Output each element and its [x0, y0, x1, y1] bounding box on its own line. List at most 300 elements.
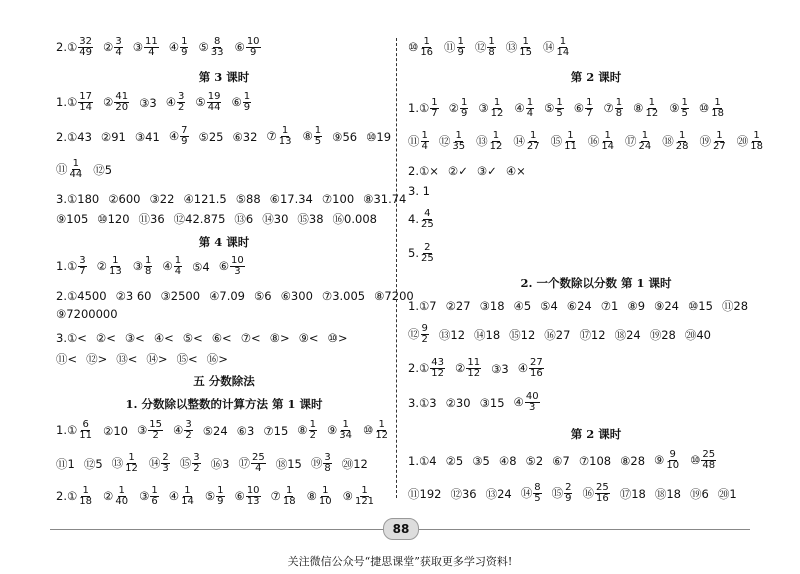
answer-label: ③15	[479, 395, 505, 410]
answer-label: ⑤	[195, 95, 206, 109]
fraction	[600, 131, 615, 152]
answer-line	[408, 243, 445, 264]
answer-item	[543, 37, 571, 58]
answer-item	[150, 192, 175, 206]
numerator: 32	[79, 36, 93, 47]
fraction	[585, 98, 593, 119]
answer-item	[408, 396, 437, 410]
denominator: 12	[125, 463, 138, 474]
numerator: 1	[681, 97, 688, 108]
answer-item	[207, 351, 228, 367]
answer-label: ⑬	[111, 456, 124, 470]
answer-label: ⑧28	[620, 453, 646, 468]
answer-label: ②	[96, 259, 107, 273]
answer-label: ⑩120	[97, 212, 130, 226]
denominator: 27	[713, 141, 726, 152]
answer-label: ⑬	[505, 40, 518, 54]
fraction	[430, 358, 445, 379]
answer-label: ⑤6	[253, 288, 272, 303]
answer-label: ⑨7200000	[56, 306, 118, 321]
answer-label: ⑤4	[192, 259, 210, 274]
answer-label: ②	[455, 361, 466, 375]
answer-label: ⑮<	[176, 352, 198, 366]
fraction	[749, 131, 764, 152]
fraction	[525, 392, 540, 413]
denominator: 9	[565, 493, 572, 504]
answer-item	[198, 37, 225, 58]
answer-item	[654, 299, 679, 313]
answer-item	[650, 327, 676, 343]
answer-line	[408, 392, 550, 413]
denominator: 3	[234, 266, 241, 277]
answer-label: ⑲	[699, 134, 712, 148]
answer-item	[241, 331, 261, 345]
answer-item	[101, 130, 126, 144]
numerator: 1	[174, 255, 182, 266]
denominator: 7	[431, 108, 438, 119]
answer-item	[544, 327, 570, 343]
answer-item	[579, 327, 605, 343]
answer-item	[439, 131, 467, 152]
answer-item	[96, 331, 116, 345]
answer-label: ⑬12	[438, 327, 466, 342]
answer-item	[236, 192, 261, 206]
numerator: 1	[314, 125, 322, 136]
answer-label: ⑪1	[56, 456, 75, 471]
answer-label: ⑦	[603, 101, 614, 115]
answer-label: ⑭	[543, 40, 555, 54]
answer-item	[103, 486, 130, 507]
answer-item	[103, 92, 130, 113]
denominator: 8	[324, 463, 331, 474]
fraction	[638, 131, 653, 152]
answer-label: ⑱15	[275, 456, 302, 471]
answer-item	[475, 37, 497, 58]
denominator: 11	[79, 430, 93, 441]
answer-label: ⑤24	[202, 423, 228, 438]
numerator: 40	[525, 391, 539, 402]
answer-item	[93, 162, 112, 178]
answer-line	[56, 37, 271, 58]
denominator: 7	[79, 266, 86, 277]
answer-label: ⑥3	[236, 423, 255, 438]
answer-item	[363, 420, 390, 441]
denominator: 13	[108, 266, 122, 277]
answer-label: ⑰12	[579, 327, 606, 342]
denominator: 13	[246, 496, 260, 507]
denominator: 9	[181, 136, 188, 147]
denominator: 12	[375, 430, 389, 441]
numerator: 19	[207, 91, 221, 102]
answer-label: ⑫	[474, 40, 487, 54]
denominator: 12	[489, 141, 503, 152]
answer-item	[521, 483, 543, 504]
numerator: 1	[492, 130, 500, 141]
denominator: 25	[420, 219, 434, 230]
answer-label: ⑭	[520, 486, 533, 500]
denominator: 16	[595, 493, 609, 504]
answer-line	[56, 306, 127, 321]
numerator: 1	[423, 36, 430, 47]
denominator: 7	[586, 108, 593, 119]
numerator: 41	[115, 91, 129, 102]
numerator: 1	[82, 485, 89, 496]
answer-label: ⑧	[633, 101, 644, 115]
denominator: 9	[217, 496, 224, 507]
answer-label: ②600	[108, 191, 141, 206]
numerator: 9	[421, 323, 428, 334]
answer-label: ⑩	[698, 101, 710, 115]
answer-item	[408, 131, 430, 152]
answer-label: ⑤<	[182, 330, 203, 345]
answer-item	[56, 289, 107, 303]
answer-label: ⑤	[544, 101, 555, 115]
answer-item	[408, 324, 430, 345]
answer-label: ④×	[505, 163, 526, 178]
answer-item	[112, 453, 140, 474]
numerator: 17	[79, 91, 93, 102]
denominator: 9	[243, 102, 251, 113]
answer-item	[408, 98, 440, 119]
denominator: 2	[421, 334, 428, 345]
denominator: 14	[601, 141, 615, 152]
numerator: 1	[559, 36, 567, 47]
fraction	[555, 98, 563, 119]
denominator: 8	[145, 266, 152, 277]
answer-item	[322, 192, 354, 206]
answer-item	[263, 424, 288, 438]
fraction	[314, 126, 322, 147]
fraction	[148, 420, 163, 441]
answer-item	[408, 243, 436, 264]
fraction	[466, 358, 481, 379]
answer-label: ⑤2	[525, 453, 544, 468]
answer-line	[56, 288, 423, 303]
answer-item	[620, 454, 645, 468]
answer-item	[209, 289, 245, 303]
answer-label: ⑪	[408, 134, 420, 148]
fraction	[338, 420, 353, 441]
answer-item	[439, 327, 465, 343]
denominator: 11	[564, 141, 577, 152]
fraction	[180, 37, 188, 58]
answer-item	[603, 98, 624, 119]
answer-label: 2.①	[408, 361, 430, 375]
denominator: 2	[152, 430, 159, 441]
section-heading: 2. 一个数除以分数 第 1 课时	[520, 276, 672, 290]
numerator: 1	[72, 158, 80, 169]
fraction	[374, 420, 389, 441]
answer-label: ⑧9	[627, 299, 646, 313]
section-heading: 第 3 课时	[198, 70, 250, 84]
denominator: 35	[452, 141, 466, 152]
denominator: 18	[282, 496, 296, 507]
answer-item	[103, 424, 128, 438]
answer-item	[133, 37, 160, 58]
answer-label: ⑰18	[619, 486, 646, 501]
numerator: 25	[595, 482, 609, 493]
fraction	[69, 159, 84, 180]
fraction	[161, 453, 169, 474]
answer-label: ⑨	[654, 453, 665, 467]
answer-label: 3.①180	[56, 191, 100, 206]
fraction	[419, 37, 434, 58]
answer-label: ②	[103, 95, 114, 109]
answer-label: ④	[165, 95, 177, 109]
answer-label: ⑨	[326, 423, 338, 437]
answer-label: ②<	[95, 330, 116, 345]
numerator: 2	[424, 242, 431, 253]
numerator: 1	[488, 36, 495, 47]
answer-item	[688, 299, 713, 313]
answer-item	[281, 289, 313, 303]
fraction	[78, 256, 86, 277]
answer-label: ⑩19	[366, 129, 392, 144]
fraction	[701, 450, 716, 471]
section-heading: 第 2 课时	[570, 427, 622, 441]
answer-item	[56, 420, 94, 441]
fraction	[421, 324, 429, 345]
answer-label: ⑤4	[540, 299, 558, 313]
answer-label: ⑧	[302, 129, 313, 143]
numerator: 10	[246, 485, 260, 496]
answer-label: ⑩>	[327, 330, 348, 345]
numerator: 1	[128, 452, 135, 463]
denominator: 9	[181, 47, 188, 58]
denominator: 12	[467, 368, 481, 379]
numerator: 1	[184, 485, 191, 496]
answer-item	[552, 483, 574, 504]
answer-label: ⑧	[297, 423, 308, 437]
answer-label: ⑨<	[298, 330, 319, 345]
answer-item	[478, 98, 505, 119]
fraction	[710, 98, 725, 119]
answer-label: ⑨105	[56, 212, 89, 226]
denominator: 6	[151, 496, 158, 507]
answer-label: ⑯27	[544, 327, 571, 342]
answer-label: ⑩	[408, 40, 419, 54]
answer-label: ⑥24	[566, 299, 592, 313]
answer-item	[332, 130, 357, 144]
fraction	[144, 37, 159, 58]
fraction	[78, 37, 93, 58]
numerator: 1	[556, 97, 563, 108]
fraction	[421, 131, 429, 152]
answer-item	[615, 327, 641, 343]
fraction	[150, 486, 158, 507]
answer-item	[690, 486, 709, 502]
answer-item	[574, 98, 595, 119]
answer-label: 1.①	[408, 101, 430, 115]
denominator: 2	[193, 463, 200, 474]
answer-item	[183, 192, 226, 206]
answer-label: 2.①	[56, 40, 78, 54]
fraction	[595, 483, 610, 504]
fraction	[457, 37, 465, 58]
answer-label: ⑦1	[600, 299, 619, 313]
fraction	[278, 126, 293, 147]
answer-label: ③22	[149, 191, 175, 206]
denominator: 16	[530, 368, 543, 379]
fraction	[615, 98, 623, 119]
fraction	[192, 453, 200, 474]
numerator: 1	[243, 91, 251, 102]
answer-label: ⑫5	[93, 162, 113, 177]
fraction	[644, 98, 659, 119]
answer-line	[56, 211, 386, 227]
answer-label: ⑭	[513, 134, 525, 148]
answer-item	[166, 92, 187, 113]
numerator: 1	[457, 36, 464, 47]
answer-item	[84, 456, 103, 472]
answer-line	[56, 420, 399, 441]
answer-item	[737, 131, 765, 152]
answer-item	[135, 130, 160, 144]
answer-item	[195, 92, 222, 113]
denominator: 3	[162, 463, 169, 474]
answer-label: ②	[448, 101, 459, 115]
denominator: 34	[339, 430, 352, 441]
denominator: 5	[556, 108, 563, 119]
answer-item	[408, 299, 437, 313]
denominator: 8	[615, 108, 623, 119]
answer-label: ⑮	[551, 486, 564, 500]
fraction	[230, 256, 245, 277]
answer-label: ③	[478, 101, 489, 115]
answer-item	[237, 424, 255, 438]
answer-label: ③3	[139, 95, 157, 110]
numerator: 3	[178, 91, 185, 102]
answer-label: ⑥7	[552, 453, 570, 468]
answer-item	[270, 192, 313, 206]
numerator: 2	[162, 452, 169, 463]
fraction	[490, 98, 505, 119]
fraction	[712, 131, 727, 152]
numerator: 1	[151, 485, 158, 496]
answer-label: ⑩	[363, 423, 374, 437]
answer-label: ⑦3.005	[321, 288, 366, 303]
answer-label: ⑮38	[297, 212, 324, 226]
answer-item	[276, 456, 302, 472]
answer-item	[526, 454, 544, 468]
answer-label: ⑥32	[232, 129, 258, 144]
fraction	[526, 131, 541, 152]
answer-item	[654, 450, 681, 471]
denominator: 5	[681, 108, 688, 119]
numerator: 3	[193, 452, 200, 463]
answer-item	[311, 453, 333, 474]
answer-item	[139, 96, 157, 110]
denominator: 4	[421, 141, 428, 152]
answer-label: ⑰	[238, 456, 250, 470]
answer-item	[327, 420, 354, 441]
answer-label: ⑩	[690, 453, 701, 467]
answer-label: ⑧>	[269, 330, 290, 345]
denominator: 44	[207, 102, 221, 113]
answer-label: ②27	[445, 299, 471, 313]
denominator: 24	[638, 141, 652, 152]
denominator: 10	[318, 496, 332, 507]
fraction	[487, 37, 495, 58]
numerator: 15	[149, 419, 163, 430]
denominator: 8	[488, 47, 495, 58]
answer-label: 1.①	[56, 95, 78, 109]
answer-label: ⑪36	[138, 212, 165, 226]
numerator: 1	[567, 130, 574, 141]
answer-item	[509, 327, 535, 343]
answer-label: ③	[139, 489, 150, 503]
denominator: 3	[529, 402, 536, 413]
answer-label: ③2500	[160, 288, 201, 303]
answer-item	[449, 98, 470, 119]
denominator: 5	[314, 136, 322, 147]
answer-label: ⑪	[56, 162, 68, 176]
answer-line	[56, 159, 121, 180]
fraction	[665, 450, 680, 471]
answer-item	[270, 331, 290, 345]
answer-label: ⑨24	[654, 299, 679, 313]
numerator: 1	[716, 130, 723, 141]
denominator: 18	[79, 496, 93, 507]
answer-item	[271, 486, 298, 507]
numerator: 1	[281, 125, 289, 136]
answer-item	[116, 351, 137, 367]
answer-label: ④	[513, 395, 524, 409]
answer-line	[408, 131, 774, 152]
answer-item	[56, 212, 88, 226]
answer-item	[238, 453, 266, 474]
answer-item	[125, 331, 145, 345]
answer-item	[160, 289, 200, 303]
denominator: 44	[69, 169, 83, 180]
answer-item	[169, 126, 190, 147]
denominator: 12	[490, 108, 504, 119]
answer-label: ⑬	[476, 134, 488, 148]
answer-item	[299, 331, 319, 345]
answer-label: ③	[132, 40, 144, 54]
answer-item	[219, 256, 246, 277]
answer-label: ⑥300	[280, 288, 313, 303]
answer-label: ③3	[491, 361, 509, 376]
answer-item	[56, 159, 84, 180]
answer-item	[203, 424, 228, 438]
numerator: 3	[324, 452, 331, 463]
answer-label: 4.	[408, 212, 419, 226]
answer-item	[211, 456, 230, 472]
answer-item	[444, 37, 466, 58]
fraction	[529, 358, 544, 379]
answer-label: ⑧7200	[374, 288, 414, 303]
answer-label: ②10	[103, 423, 128, 438]
answer-label: 1.①4	[408, 453, 437, 468]
numerator: 3	[115, 36, 122, 47]
denominator: 4	[526, 108, 534, 119]
answer-label: 2.①43	[56, 129, 92, 144]
fraction	[563, 131, 578, 152]
answer-line	[56, 191, 415, 206]
answer-item	[699, 98, 726, 119]
answer-label: ⑱	[662, 134, 674, 148]
numerator: 1	[604, 130, 611, 141]
answer-label: ⑳1	[717, 486, 737, 501]
answer-label: ⑮12	[509, 327, 536, 342]
answer-item	[366, 130, 391, 144]
denominator: 5	[534, 493, 541, 504]
numerator: 1	[526, 97, 534, 108]
answer-line	[56, 256, 255, 277]
numerator: 1	[378, 419, 385, 430]
answer-label: ⑱18	[654, 486, 681, 501]
